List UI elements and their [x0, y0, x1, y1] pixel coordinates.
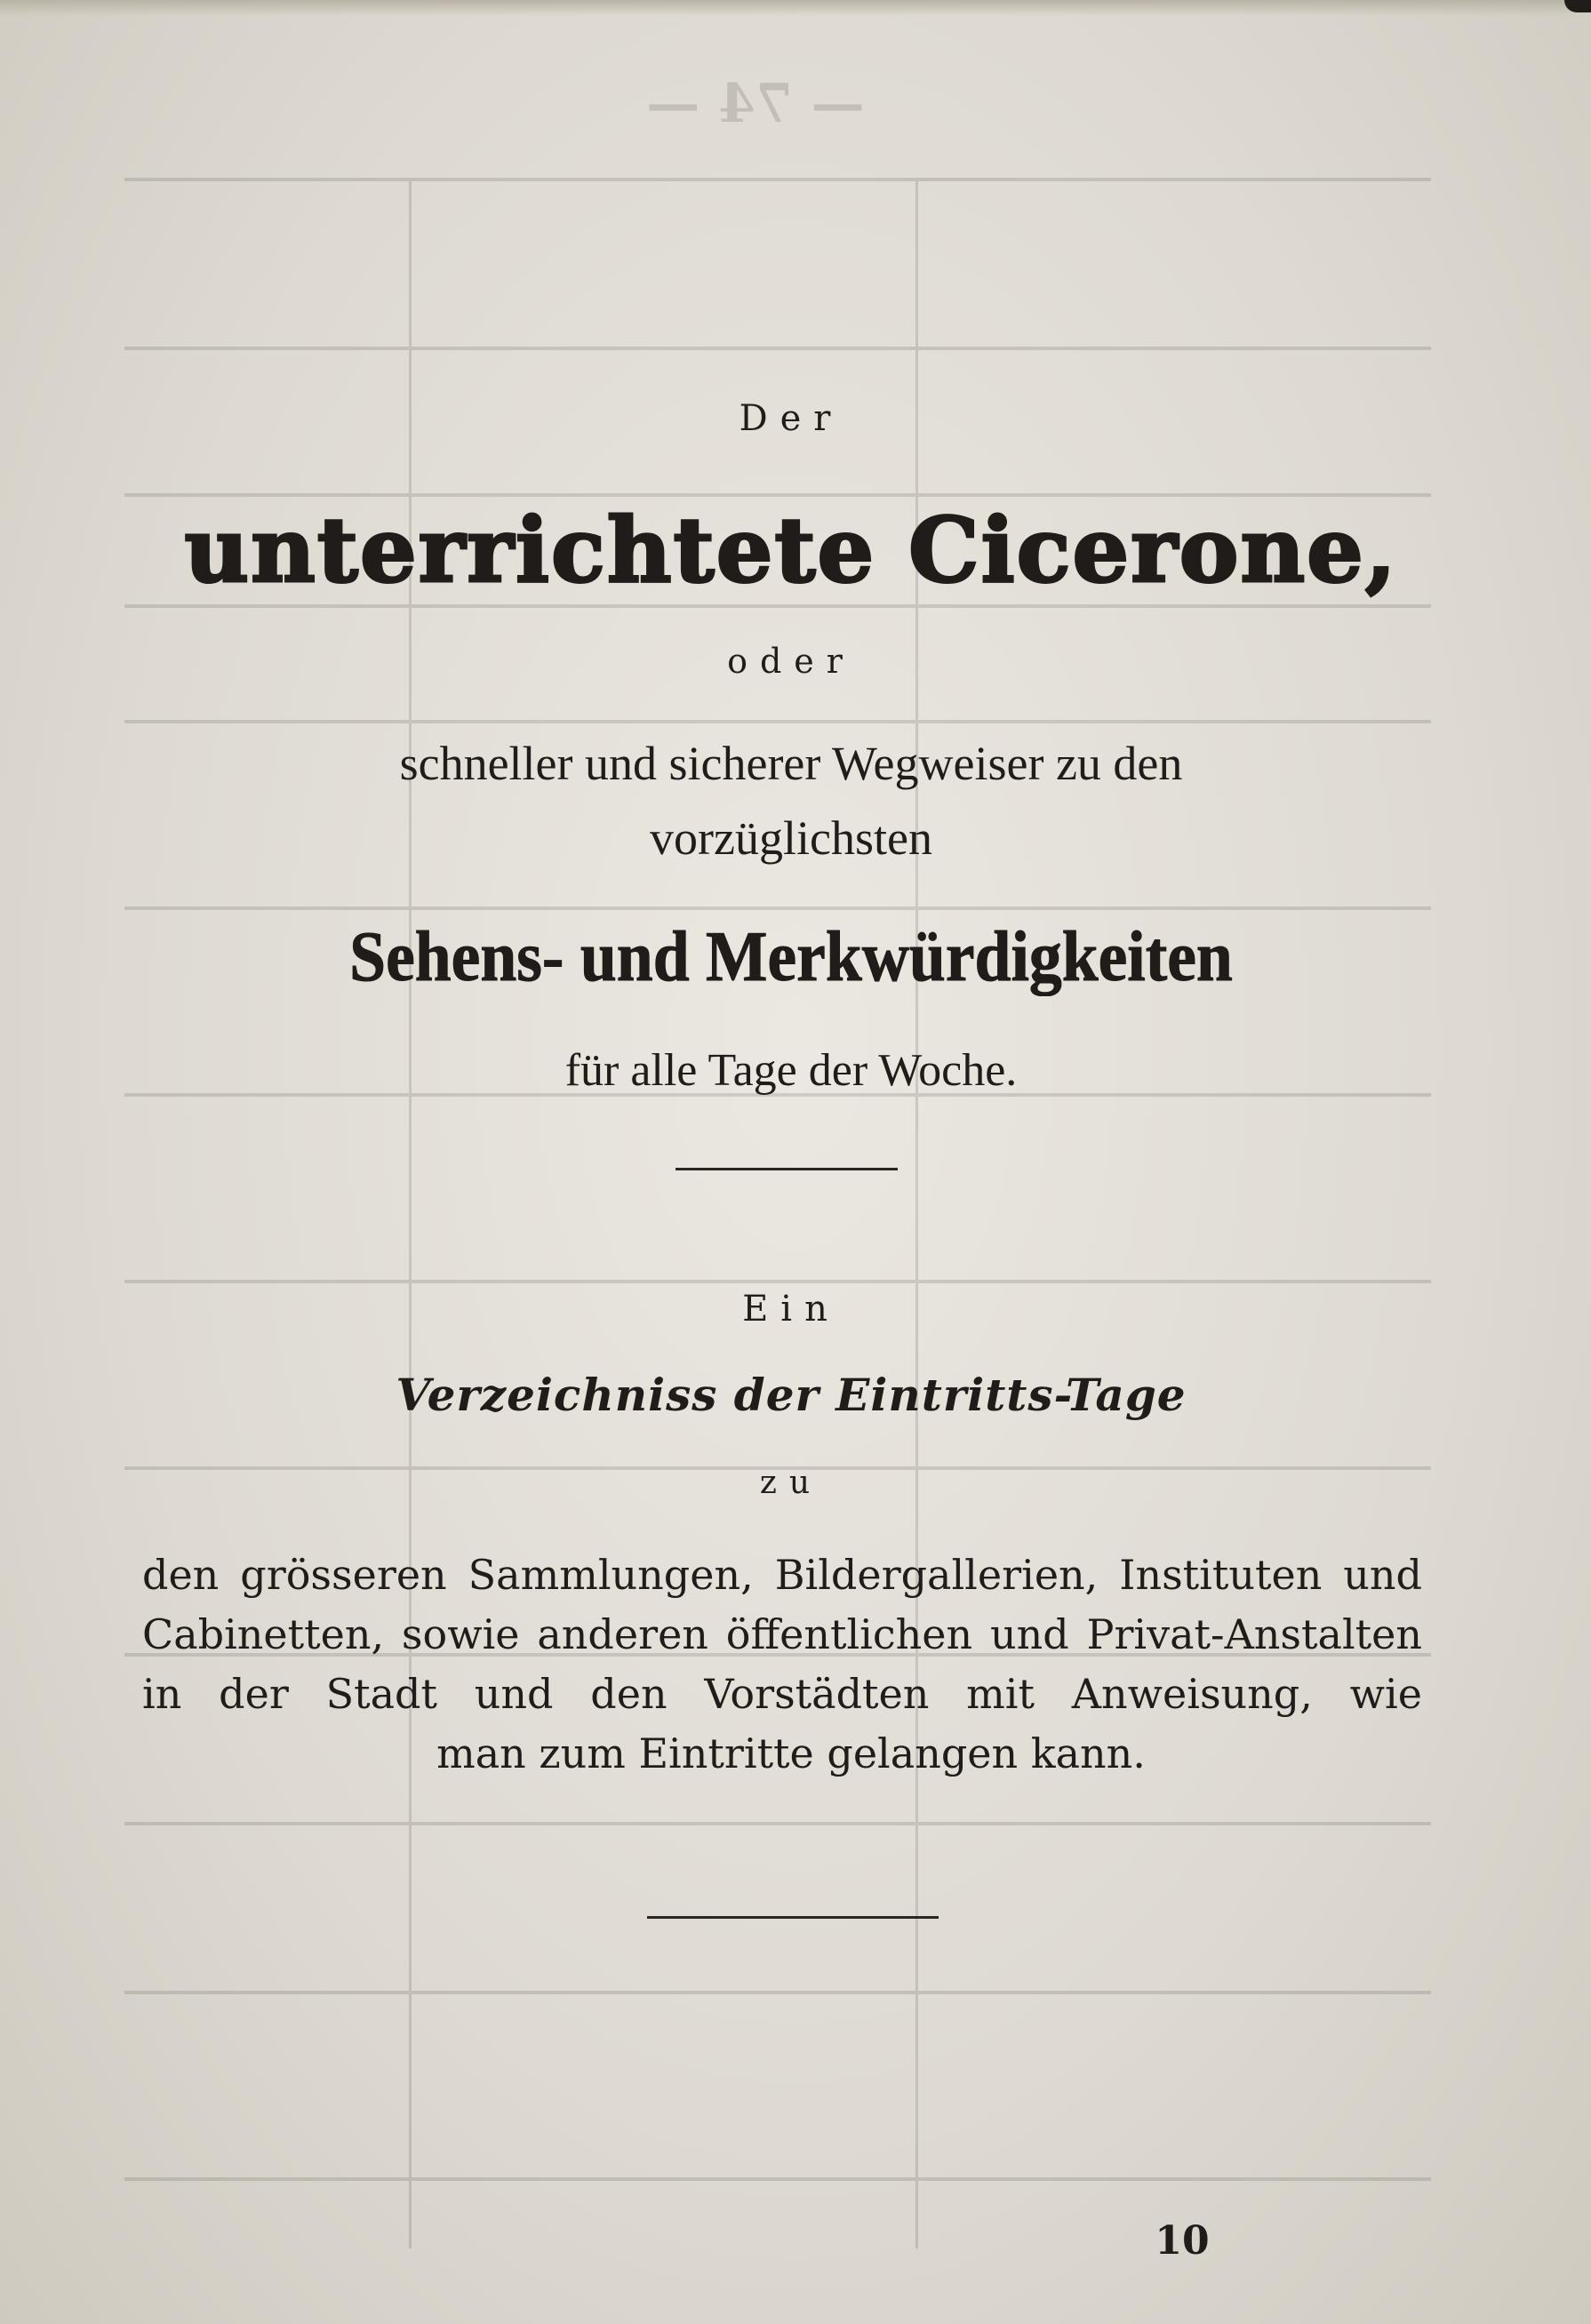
main-title: unterrichtete Cicerone, — [184, 498, 1398, 603]
highlight-title: Sehens- und Merkwürdigkeiten — [349, 918, 1233, 996]
section-zu: zu — [759, 1465, 823, 1501]
subtitle-line-2: vorzüglichsten — [650, 811, 932, 865]
paragraph-line: in der Stadt und den Vorstädten mit Anweisung, wie — [142, 1670, 1422, 1718]
divider-rule — [647, 1916, 939, 1919]
title-oder: oder — [727, 642, 855, 681]
subtitle-line-1: schneller und sicherer Wegweiser zu den — [399, 737, 1183, 790]
section-ein: Ein — [742, 1289, 840, 1330]
page-number: 10 — [1155, 2218, 1210, 2264]
section-heading: Verzeichniss der Eintritts-Tage — [396, 1369, 1187, 1421]
title-der: Der — [739, 398, 843, 439]
days-line: für alle Tage der Woche. — [564, 1045, 1018, 1096]
bleed-through-page-number: — 74 — — [646, 73, 865, 135]
paragraph-line: man zum Eintritte gelangen kann. — [436, 1729, 1146, 1777]
divider-rule — [676, 1168, 898, 1170]
paragraph-line: den grösseren Sammlungen, Bildergallerien, Instituten und — [142, 1551, 1422, 1599]
paragraph-line: Cabinetten, sowie anderen öffentlichen und Privat-Anstalten — [142, 1610, 1422, 1658]
